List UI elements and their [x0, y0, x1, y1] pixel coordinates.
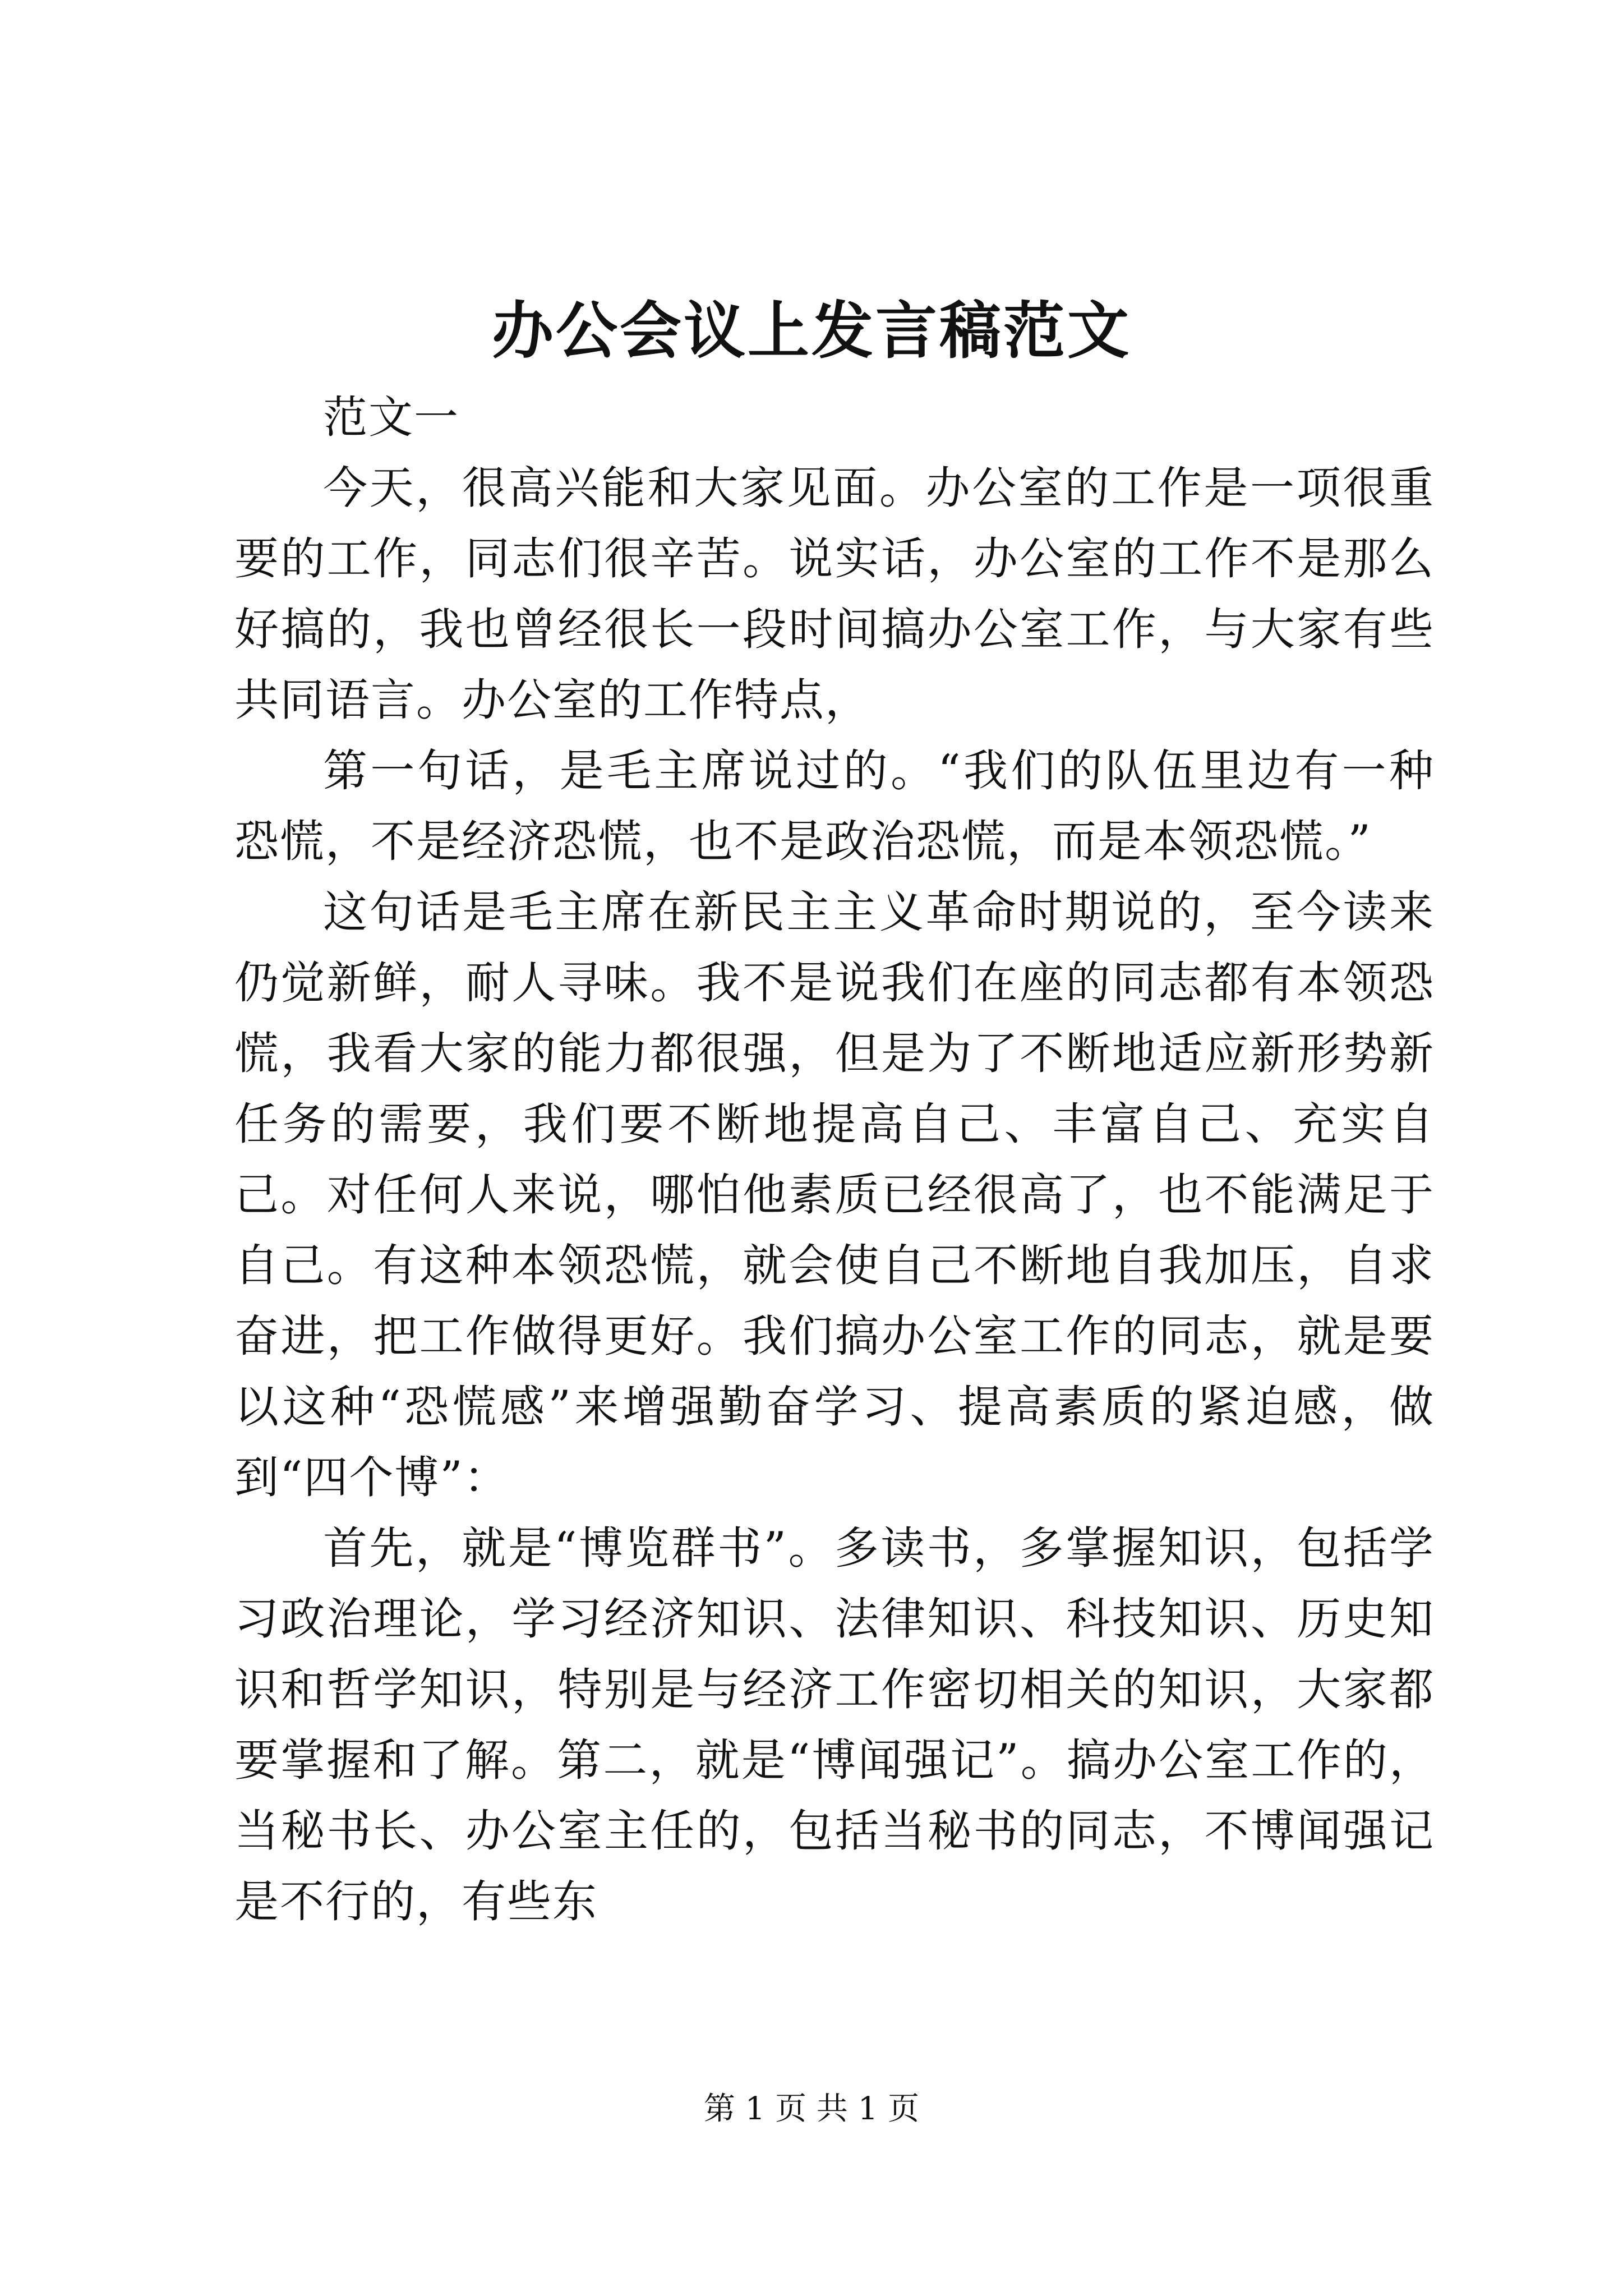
document-body: [234, 382, 1435, 1937]
document-title: 办公会议上发言稿范文: [492, 295, 1131, 367]
paragraph: 第一句话，是毛主席说过的。“我们的队伍里边有一种恐慌，不是经济恐慌，也不是政治恐慌，而是本领恐慌。”: [234, 745, 1435, 867]
paragraph: 首先，就是“博览群书”。多读书，多掌握知识，包括学习政治理论，学习经济知识、法律知识、科技知识、历史知识和哲学知识，特别是与经济工作密切相关的知识，大家都要掌握和了解。第二，就是“博闻强记”。搞办公室工作的，当秘书长、办公室主任的，包括当秘书的同志，不博闻强记是不行的，有些东: [234, 1522, 1435, 1927]
page-footer: 第 1 页 共 1 页: [703, 2091, 920, 2127]
paragraph-heading: 范文一: [323, 392, 459, 443]
paragraph: 今天，很高兴能和大家见面。办公室的工作是一项很重要的工作，同志们很辛苦。说实话，办公室的工作不是那么好搞的，我也曾经很长一段时间搞办公室工作，与大家有些共同语言。办公室的工作特点，: [234, 462, 1435, 726]
paragraph: 这句话是毛主席在新民主主义革命时期说的，至今读来仍觉新鲜，耐人寻味。我不是说我们在座的同志都有本领恐慌，我看大家的能力都很强，但是为了不断地适应新形势新任务的需要，我们要不断地提高自己、丰富自己、充实自己。对任何人来说，哪怕他素质已经很高了，也不能满足于自己。有这种本领恐慌，就会使自己不断地自我加压，自求奋进，把工作做得更好。我们搞办公室工作的同志，就是要以这种“恐慌感”来增强勤奋学习、提高素质的紧迫感，做到“四个博”：: [234, 886, 1435, 1503]
